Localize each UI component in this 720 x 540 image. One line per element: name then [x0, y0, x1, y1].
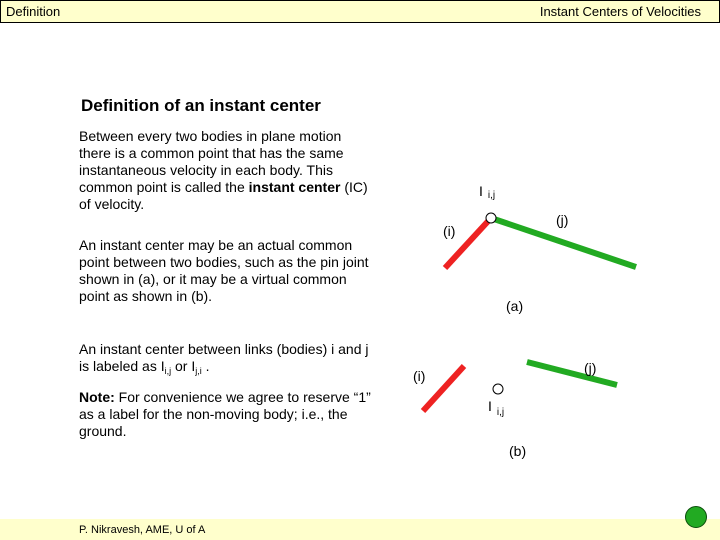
- note-label: Note:: [79, 389, 115, 405]
- body-i-label-a: (i): [443, 223, 456, 239]
- instant-center-marker-b: [493, 384, 503, 394]
- slide-title: Definition of an instant center: [81, 96, 321, 115]
- caption-b: (b): [509, 443, 527, 459]
- ic-label-a: I i,j: [479, 183, 496, 201]
- caption-a: (a): [506, 298, 524, 314]
- body-i-link-b: [423, 366, 464, 411]
- footer-bar: [0, 519, 720, 540]
- section-label: Definition: [6, 4, 61, 19]
- author-credit: P. Nikravesh, AME, U of A: [79, 524, 206, 536]
- body-j-label-a: (j): [556, 212, 569, 228]
- ic-label-b: I $_{i,j}$: [488, 398, 505, 418]
- slide-topic: Instant Centers of Velocities: [539, 4, 701, 19]
- body-i-label-b: (i): [413, 368, 426, 384]
- paragraph-labeling: An instant center between links (bodies) i and j is labeled as $I_{i,j}$ or $I_{j,i}$ .: [79, 341, 369, 376]
- instant-center-marker-a: [486, 213, 496, 223]
- term-instant-center: instant center: [248, 179, 341, 195]
- paragraph-note: Note: For convenience we agree to reserve “1” as a label for the non-moving body; i.e., the ground.: [79, 389, 371, 439]
- paragraph-actual-virtual: An instant center may be an actual common point between two bodies, such as the pin joint shown in (a), or it may be a virtual common point as shown in (b).: [79, 237, 369, 304]
- navigation-button[interactable]: [685, 506, 707, 528]
- paragraph-definition: Between every two bodies in plane motion there is a common point that has the same instantaneous velocity in each body. This common point is called the instant center (IC) of velocity.: [79, 128, 368, 212]
- body-j-label-b: (j): [584, 360, 597, 376]
- body-j-link-b: [527, 362, 617, 385]
